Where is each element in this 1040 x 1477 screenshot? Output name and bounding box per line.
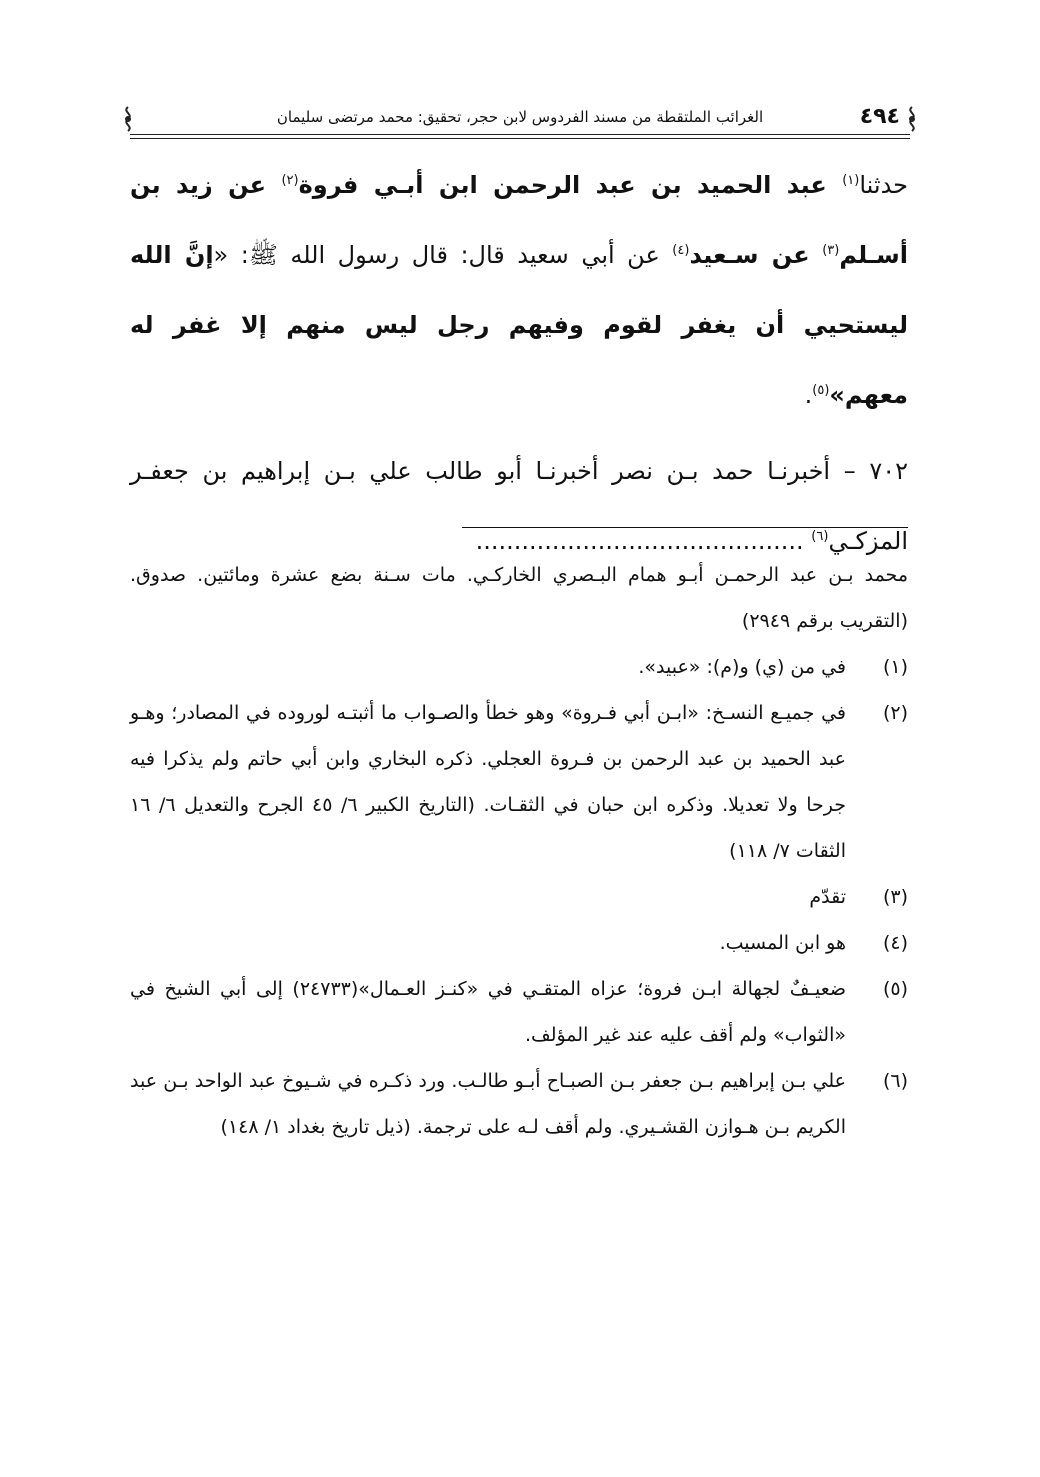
ellipsis-dots: ........................................... — [475, 527, 812, 555]
header-rule-thin — [130, 138, 910, 139]
header-rule — [130, 134, 910, 135]
footnote-ref-5[interactable]: (٥) — [812, 383, 830, 398]
footnote-number: (١) — [882, 656, 908, 678]
footnote-text: ضعيـفٌ لجهالة ابـن فروة؛ عزاه المتقـي في «كنـز العـمال»(٢٤٧٣٣) إلى أبي الشيخ في «الثواب» ولم أقف عليه عند غير المؤلف. — [130, 978, 846, 1046]
narrator-name: عبد الحميد بن عبد الرحمن ابن أبـي فروة — [298, 171, 843, 199]
footnote-text: هو ابن المسيب. — [719, 932, 846, 954]
footnote-continuation: محمد بـن عبد الرحمـن أبـو همام البـصري الخاركـي. مات سـنة بضع عشرة ومائتين. صدوق. (التقريب برقم ٢٩٤٩) — [130, 564, 908, 632]
footnote-number: (٦) — [882, 1070, 908, 1092]
footnote-number: (٥) — [882, 978, 908, 1000]
footnote-ref-6[interactable]: (٦) — [811, 529, 829, 544]
running-header — [130, 104, 910, 138]
footnote-ref-4[interactable]: (٤) — [672, 243, 690, 258]
footnote-text: علي بـن إبراهيم بـن جعفر بـن الصبـاح أبـو طالـب. ورد ذكـره في شـيوخ عبد الواحد بـن عبد الكريم بـن هـوازن القشـيري. ولم أقف لـه على ترجمة. (ذيل تاريخ بغداد ١/ ١٤٨) — [130, 1070, 846, 1138]
footnote-text: تقدّم — [809, 886, 846, 908]
hadith-701-continuation — [130, 150, 908, 430]
hadith-702-isnad: ٧٠٢ – أخبرنـا حمد بـن نصر أخبرنـا أبو طالب علي بـن إبراهيم بن جعفـر المزكـي — [130, 457, 908, 555]
footnote-6 — [130, 1058, 908, 1150]
main-text — [130, 150, 908, 576]
footnote-number: (٣) — [882, 886, 908, 908]
footnote-ref-3[interactable]: (٣) — [822, 243, 840, 258]
footnote-text: في من (ي) و(م): «عبيد». — [638, 656, 846, 678]
footnote-5 — [130, 966, 908, 1058]
footnote-1 — [130, 644, 908, 690]
hadith-matn: إنَّ الله ليستحيي أن يغفر لقوم وفيهم رجل ليس منهم إلا غفر له معهم — [130, 241, 908, 409]
text-run: حدثنا — [859, 171, 908, 199]
page-number: ٤٩٤ — [859, 104, 900, 129]
quote-mark: » — [829, 381, 845, 409]
footnote-ref-2[interactable]: (٢) — [281, 173, 299, 188]
ornament-left-icon — [112, 104, 144, 134]
header-title: الغرائب الملتقطة من مسند الفردوس لابن حجر، تحقيق: محمد مرتضى سليمان — [276, 108, 764, 126]
footnotes — [130, 552, 908, 1150]
text-run: . — [804, 381, 813, 409]
footnote-separator — [462, 527, 908, 528]
footnote-text: في جميـع النسـخ: «ابـن أبي فـروة» وهو خطأ والصـواب ما أثبتـه لوروده في المصادر؛ وهـو عبد الحميد بن عبد الرحمن بن فـروة العجلي. ذكره البخاري وابن أبي حاتم ولم يذكرا فيه جرحا ولا تعديلا. وذكره ابن حبان في الثقـات. (التاريخ الكبير ٦/ ٤٥ الجرح والتعديل ٦/ ١٦ الثقات ٧/ ١١٨) — [130, 702, 846, 862]
footnote-ref-1[interactable]: (١) — [842, 173, 860, 188]
narrator-name: عن سـعيد — [689, 241, 810, 269]
ornament-right-icon — [896, 104, 928, 134]
narrator-name: عن زيد بن أسـلم — [130, 171, 909, 269]
footnote-4 — [130, 920, 908, 966]
footnote-number: (٤) — [882, 932, 908, 954]
footnote-number: (٢) — [882, 702, 908, 724]
footnote-3 — [130, 874, 908, 920]
text-run: عن أبي سعيد قال: قال رسول الله ﷺ: « — [213, 241, 673, 269]
footnote-2 — [130, 690, 908, 874]
